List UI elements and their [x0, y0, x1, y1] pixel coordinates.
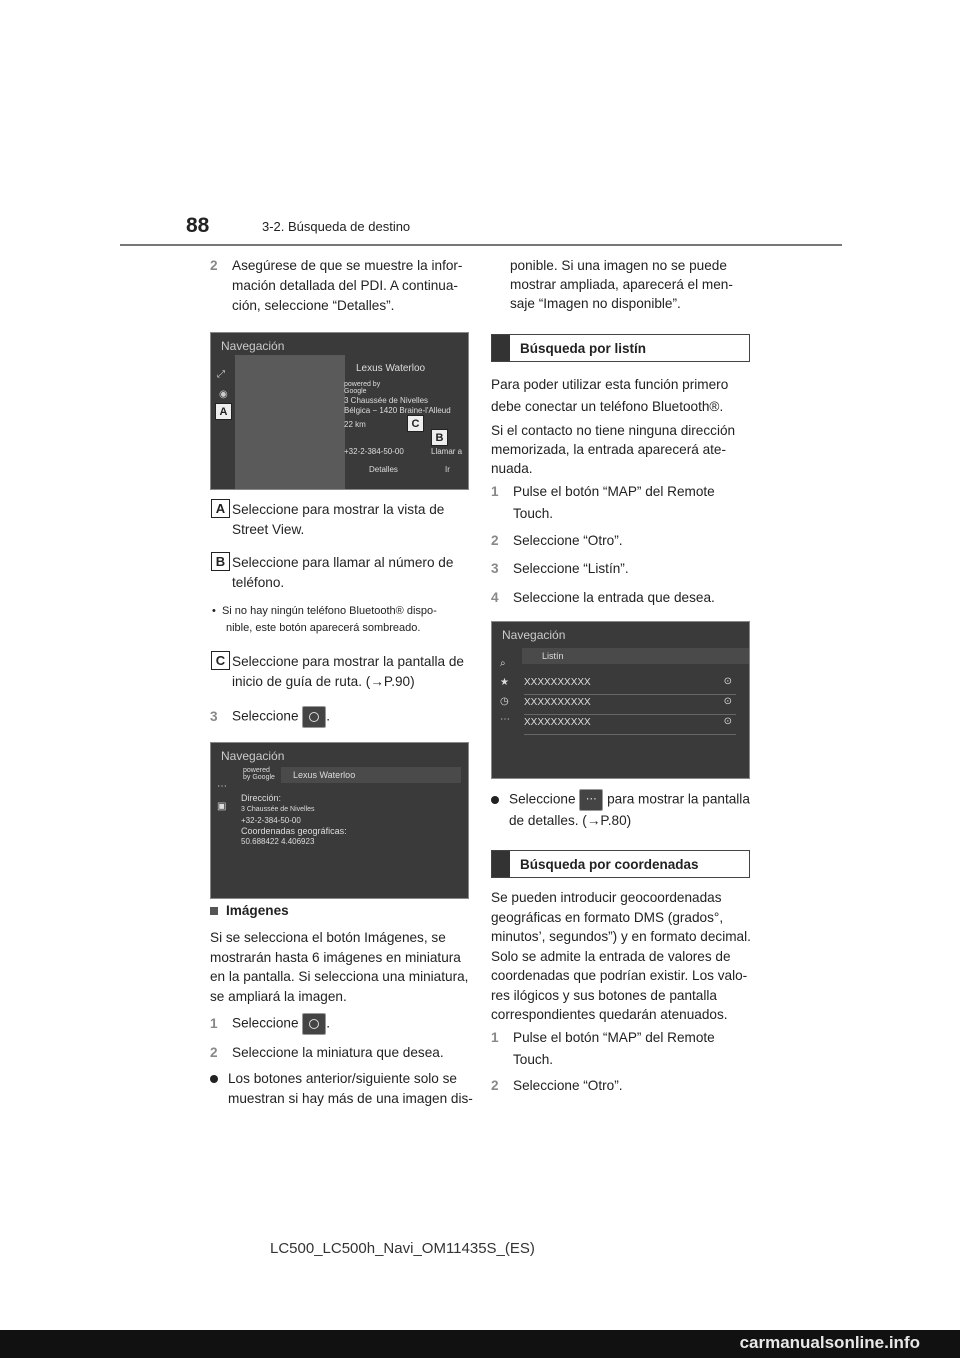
img-step-1: 1 Seleccione .: [210, 1013, 330, 1035]
listin-field: Listín: [522, 648, 750, 664]
note: • Si no hay ningún teléfono Bluetooth® dispo- nible, este botón aparecerá sombreado.: [212, 605, 437, 634]
screen-title: Navegación: [221, 339, 285, 353]
item-c-text: Seleccione para mostrar la pantalla de inicio de guía de ruta. (→P.90): [232, 654, 464, 689]
imagenes-continued: ponible. Si una imagen no se puede mostrar ampliada, aparecerá el men- saje “Imagen no disponible”.: [510, 258, 733, 311]
badge-c: C: [211, 651, 230, 670]
details-icon: ⊙: [723, 716, 732, 727]
label-b: B: [431, 429, 448, 446]
details-icon: ⊙: [723, 696, 732, 707]
info-block: Dirección: 3 Chaussée de Nivelles +32-2-384-50-00 Coordenadas geográficas: 50.688422 4.406923: [241, 793, 347, 846]
camera-button-icon[interactable]: ▣: [217, 801, 227, 812]
more-icon[interactable]: ⋯: [217, 781, 227, 792]
coords-paragraph: Se pueden introducir geocoordenadas geográficas en formato DMS (grados°, minutos’, segundos”) y en formato decimal. Solo se admite la entrada de valores de coordenadas que podrían existir. Los valo- res ilógicos y sus botones de pantalla correspondientes quedarán atenuados.: [491, 890, 751, 1022]
distance: 22 km: [344, 420, 366, 429]
listin-p1: Para poder utilizar esta función primero debe conectar un teléfono Bluetooth®.: [491, 377, 729, 414]
screen-listin: [491, 621, 750, 779]
label-c: C: [407, 415, 424, 432]
list-item[interactable]: XXXXXXXXXX ⊙: [524, 716, 736, 735]
imagenes-paragraph: Si se selecciona el botón Imágenes, se mostrarán hasta 6 imágenes en miniatura en la pantalla. Si selecciona una miniatura, se ampliará la imagen.: [210, 930, 469, 1004]
listin-heading-box: Búsqueda por listín: [491, 334, 750, 362]
img-bullet: Los botones anterior/siguiente solo se muestran si hay más de una imagen dis-: [210, 1069, 473, 1109]
list-item[interactable]: XXXXXXXXXX ⊙: [524, 676, 736, 695]
coords-heading-box: Búsqueda por coordenadas: [491, 850, 750, 878]
imagenes-heading: Imágenes: [210, 903, 289, 918]
addr-line-1: 3 Chaussée de Nivelles: [344, 396, 429, 405]
footer-code: LC500_LC500h_Navi_OM11435S_(ES): [270, 1240, 535, 1257]
camera-icon-2: [302, 1013, 326, 1035]
history-icon[interactable]: ◷: [500, 696, 509, 707]
step-2: 2 Asegúrese de que se muestre la infor- mación detallada del PDI. A continua- ción, seleccione “Detalles”.: [210, 258, 463, 313]
screen-poi-info: [210, 742, 469, 899]
map-area: [235, 355, 345, 489]
section-title: 3-2. Búsqueda de destino: [262, 219, 411, 234]
coords-step-1: 1 Pulse el botón “MAP” del Remote Touch.: [491, 1030, 715, 1067]
badge-a: A: [211, 499, 230, 518]
listin-step-2: 2 Seleccione “Otro”.: [491, 533, 623, 548]
pin-icon: ◉: [219, 389, 228, 400]
item-a-text: Seleccione para mostrar la vista de Street View.: [232, 502, 445, 537]
img-step-2: 2 Seleccione la miniatura que desea.: [210, 1045, 444, 1060]
call-button[interactable]: Llamar a: [431, 447, 463, 456]
badge-b: B: [211, 552, 230, 571]
list-item[interactable]: XXXXXXXXXX ⊙: [524, 696, 736, 715]
listin-bullet: Seleccione ⋯ para mostrar la pantalla de detalles. (→P.80): [491, 789, 750, 831]
screen-title-3: Navegación: [502, 628, 566, 642]
page-number: 88: [186, 214, 210, 237]
addr-line-2: Bélgica − 1420 Braine-l'Alleud: [344, 406, 451, 415]
listin-step-1: 1 Pulse el botón “MAP” del Remote Touch.: [491, 484, 715, 521]
camera-icon: [302, 706, 326, 728]
listin-rows: [516, 676, 744, 736]
place-name: Lexus Waterloo: [356, 363, 426, 374]
more-icon-2[interactable]: ⋯: [500, 714, 510, 725]
details-button[interactable]: Detalles: [369, 465, 398, 474]
item-b-text: Seleccione para llamar al número de teléfono.: [232, 555, 454, 590]
details-icon: ⊙: [723, 676, 732, 687]
star-icon[interactable]: ★: [500, 677, 509, 688]
coords-step-2: 2 Seleccione “Otro”.: [491, 1078, 623, 1093]
more-details-icon: ⋯: [579, 789, 603, 811]
search-icon[interactable]: ⌕: [500, 658, 506, 669]
google-logo-2: powered by Google: [243, 767, 275, 781]
screen-title-2: Navegación: [221, 749, 285, 763]
label-a: A: [215, 403, 232, 420]
place-field: Lexus Waterloo: [281, 767, 461, 783]
header-rule: [120, 244, 842, 246]
phone-number: +32-2-384-50-00: [344, 447, 404, 456]
step-3: 3 Seleccione .: [210, 706, 330, 728]
listin-p2: Si el contacto no tiene ninguna dirección memorizada, la entrada aparecerá ate- nuada.: [491, 423, 736, 476]
screen-poi-details: [210, 332, 469, 490]
watermark-text[interactable]: carmanualsonline.info: [739, 1333, 920, 1352]
listin-step-3: 3 Seleccione “Listín”.: [491, 561, 629, 576]
go-button[interactable]: Ir: [445, 465, 450, 474]
zoom-icon: ⤢: [217, 369, 225, 380]
google-logo: powered by Google: [344, 381, 381, 395]
listin-step-4: 4 Seleccione la entrada que desea.: [491, 590, 715, 605]
